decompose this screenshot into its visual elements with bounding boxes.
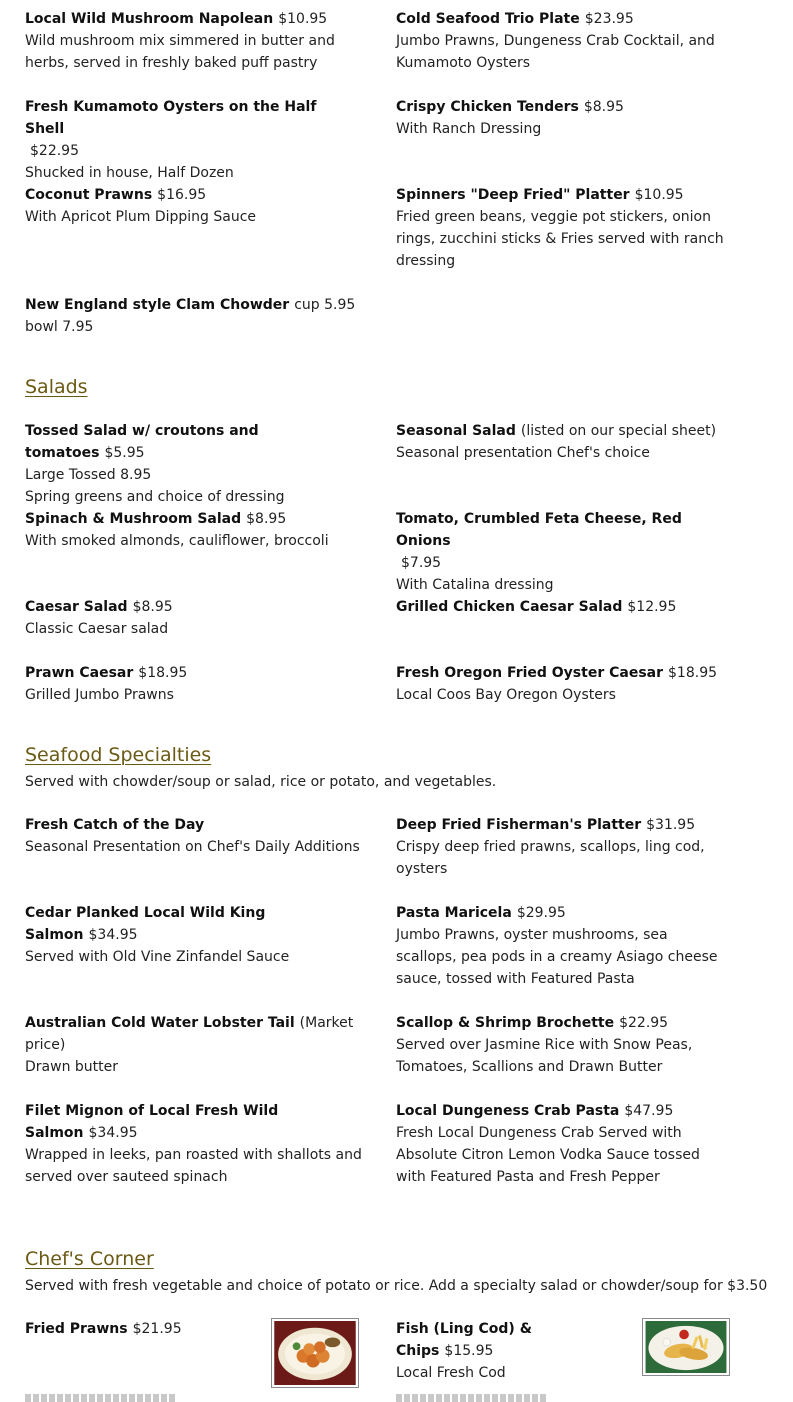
menu-item-grilled-chicken-caesar [396, 596, 726, 618]
menu-item-description: Grilled Jumbo Prawns [25, 687, 174, 703]
menu-item-fishermans-platter [396, 814, 726, 880]
menu-item-filet-mignon-salmon [25, 1100, 365, 1188]
menu-item-price: $15.95 [444, 1343, 494, 1359]
menu-item-name: Crispy Chicken Tenders [396, 99, 579, 115]
menu-item-price: $29.95 [516, 905, 566, 921]
menu-item-tomato-feta-salad [396, 508, 726, 596]
menu-item-name: Cedar Planked Local Wild King Salmon [25, 905, 266, 943]
fish-and-chips-photo-image [645, 1321, 727, 1373]
fish-and-chips-photo-icon[interactable] [642, 1318, 730, 1376]
menu-item-description: Jumbo Prawns, oyster mushrooms, sea scallops, pea pods in a creamy Asiago cheese sauce, tossed with Featured Pasta [396, 927, 718, 987]
menu-item-name: Coconut Prawns [25, 187, 153, 203]
menu-item-name: Filet Mignon of Local Fresh Wild Salmon [25, 1103, 279, 1141]
menu-item-name: Fresh Oregon Fried Oyster Caesar [396, 665, 664, 681]
menu-item-pasta-maricela [396, 902, 726, 990]
menu-item-description: Jumbo Prawns, Dungeness Crab Cocktail, and Kumamoto Oysters [396, 33, 715, 71]
menu-item-name: Seasonal Salad [396, 423, 516, 439]
menu-item-wild-mushroom-napolean [25, 8, 360, 74]
menu-item-name: Local Dungeness Crab Pasta [396, 1103, 620, 1119]
menu-item-description: With Apricot Plum Dipping Sauce [25, 209, 257, 225]
menu-item-price: $8.95 [583, 99, 624, 115]
section-title-chefs-corner: Chef's Corner [25, 1248, 154, 1270]
menu-item-price: $8.95 [246, 511, 287, 527]
menu-item-description: Served with Old Vine Zinfandel Sauce [25, 949, 290, 965]
menu-item-name: Spinners "Deep Fried" Platter [396, 187, 630, 203]
menu-item-description: Fresh Local Dungeness Crab Served with Absolute Citron Lemon Vodka Sauce tossed with Featured Pasta and Fresh Pepper [396, 1125, 700, 1185]
menu-item-description: Wild mushroom mix simmered in butter and herbs, served in freshly baked puff pastry [25, 33, 335, 71]
menu-item-scallop-shrimp-brochette [396, 1012, 726, 1078]
menu-item-fresh-catch [25, 814, 360, 858]
menu-item-price: (Market price) [25, 1015, 354, 1053]
menu-item-description: Local Fresh Cod [396, 1365, 506, 1381]
partial-menu-row-right [396, 1394, 546, 1402]
menu-item-price: $31.95 [646, 817, 696, 833]
menu-item-description: Large Tossed 8.95 [25, 467, 152, 483]
menu-item-crispy-chicken-tenders [396, 96, 726, 140]
menu-item-price: $7.95 [401, 555, 442, 571]
menu-item-description: Seasonal Presentation on Chef's Daily Additions [25, 839, 360, 855]
menu-item-clam-chowder [25, 294, 360, 338]
menu-item-fish-and-chips [396, 1318, 626, 1384]
menu-item-price: $18.95 [138, 665, 188, 681]
menu-item-name: Fish (Ling Cod) & Chips [396, 1321, 532, 1359]
menu-item-tossed-salad [25, 420, 360, 508]
menu-item-description: With Catalina dressing [396, 577, 554, 593]
menu-item-name: Deep Fried Fisherman's Platter [396, 817, 642, 833]
menu-item-name: Tomato, Crumbled Feta Cheese, Red Onions [396, 511, 682, 549]
menu-item-price: $12.95 [627, 599, 677, 615]
menu-item-price: $16.95 [157, 187, 207, 203]
menu-item-price: $10.95 [634, 187, 684, 203]
menu-item-price: $22.95 [30, 143, 79, 159]
menu-item-lobster-tail [25, 1012, 370, 1078]
menu-item-description: Crispy deep fried prawns, scallops, ling cod, oysters [396, 839, 705, 877]
fried-prawns-photo-icon[interactable] [271, 1318, 359, 1388]
menu-item-name: Local Wild Mushroom Napolean [25, 11, 274, 27]
menu-item-cold-seafood-trio [396, 8, 726, 74]
menu-item-price: $23.95 [584, 11, 634, 27]
menu-item-name: Spinach & Mushroom Salad [25, 511, 242, 527]
menu-item-dungeness-crab-pasta [396, 1100, 726, 1188]
menu-item-name: Prawn Caesar [25, 665, 134, 681]
menu-item-fried-oyster-caesar [396, 662, 726, 706]
menu-item-name: Fried Prawns [25, 1321, 128, 1337]
menu-item-name: Caesar Salad [25, 599, 128, 615]
menu-item-description: Served over Jasmine Rice with Snow Peas, Tomatoes, Scallions and Drawn Butter [396, 1037, 693, 1075]
menu-item-price: $10.95 [278, 11, 328, 27]
menu-item-description-extra: Spring greens and choice of dressing [25, 489, 285, 505]
menu-item-seasonal-salad [396, 420, 736, 464]
fried-prawns-photo-image [274, 1321, 356, 1385]
menu-item-price: $47.95 [624, 1103, 674, 1119]
menu-item-price: $34.95 [88, 1125, 138, 1141]
section-title-salads: Salads [25, 376, 88, 398]
menu-item-name: Scallop & Shrimp Brochette [396, 1015, 615, 1031]
menu-item-name: Fresh Catch of the Day [25, 817, 205, 833]
menu-item-description: Wrapped in leeks, pan roasted with shallots and served over sauteed spinach [25, 1147, 362, 1185]
menu-item-name: New England style Clam Chowder [25, 297, 290, 313]
menu-item-description: Fried green beans, veggie pot stickers, onion rings, zucchini sticks & Fries served with ranch dressing [396, 209, 724, 269]
menu-item-kumamoto-oysters [25, 96, 360, 184]
menu-item-spinners-platter [396, 184, 726, 272]
menu-item-name: Tossed Salad w/ croutons and tomatoes [25, 423, 259, 461]
menu-item-price: $8.95 [132, 599, 173, 615]
menu-item-description: With smoked almonds, cauliflower, broccoli [25, 533, 329, 549]
menu-item-spinach-mushroom-salad [25, 508, 360, 552]
menu-item-price: $5.95 [104, 445, 145, 461]
partial-menu-row-left [25, 1394, 175, 1402]
menu-item-description: Seasonal presentation Chef's choice [396, 445, 650, 461]
menu-item-price: $34.95 [88, 927, 138, 943]
menu-item-caesar-salad [25, 596, 360, 640]
menu-item-description: Shucked in house, Half Dozen [25, 165, 234, 181]
menu-item-coconut-prawns [25, 184, 360, 228]
menu-item-price: $21.95 [132, 1321, 182, 1337]
menu-item-name: Fresh Kumamoto Oysters on the Half Shell [25, 99, 317, 137]
menu-item-cedar-planked-salmon [25, 902, 360, 968]
menu-item-price: $22.95 [619, 1015, 669, 1031]
menu-item-price: (listed on our special sheet) [520, 423, 717, 439]
menu-item-name: Pasta Maricela [396, 905, 512, 921]
menu-item-description: With Ranch Dressing [396, 121, 542, 137]
menu-item-fried-prawns [25, 1318, 255, 1340]
menu-item-description: Drawn butter [25, 1059, 118, 1075]
menu-item-prawn-caesar [25, 662, 360, 706]
section-subtitle-seafood: Served with chowder/soup or salad, rice or potato, and vegetables. [25, 774, 497, 790]
menu-item-name: Australian Cold Water Lobster Tail [25, 1015, 295, 1031]
menu-item-description: Local Coos Bay Oregon Oysters [396, 687, 616, 703]
menu-item-name: Cold Seafood Trio Plate [396, 11, 580, 27]
section-title-seafood-specialties: Seafood Specialties [25, 744, 212, 766]
menu-item-name: Grilled Chicken Caesar Salad [396, 599, 623, 615]
section-subtitle-chefs-corner: Served with fresh vegetable and choice of potato or rice. Add a specialty salad or chowder/soup for $3.50 [25, 1278, 768, 1294]
menu-item-description: Classic Caesar salad [25, 621, 169, 637]
menu-item-price: $18.95 [668, 665, 718, 681]
menu-item-price: cup 5.95 bowl 7.95 [25, 297, 356, 335]
